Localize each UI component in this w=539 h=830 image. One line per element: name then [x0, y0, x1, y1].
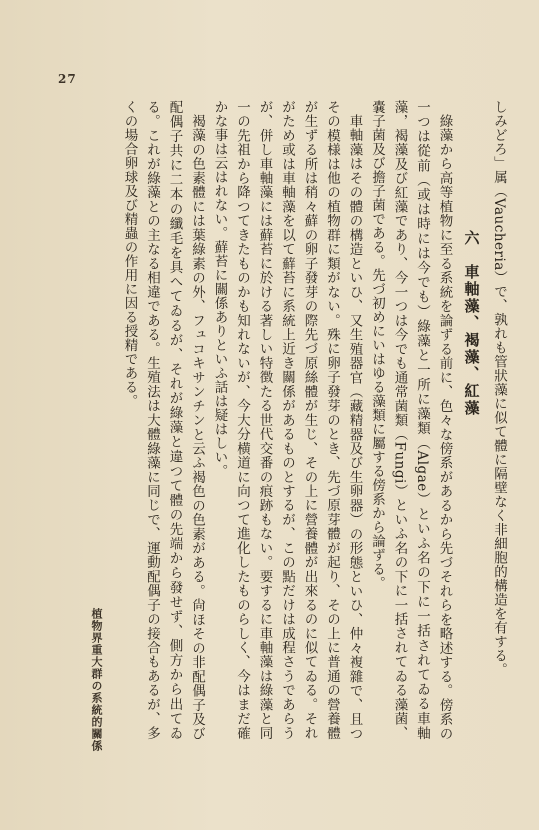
- paragraph-2: 車軸藻はその體の構造といひ、又生殖器官（藏精器及び生卵器）の形態といひ、仲々複雜で、且つその模様は他の植物群に類がない。殊に卵子發芽のとき、先づ原芽體が起り、その上に普通の營養體が生ずる所は稍々蘚の卵子發芽の際先づ原絲體が生じ、その上に營養體が出來るのに似てゐる。それがため或は車軸藻を以て蘚苔に系統上近き關係があるものとするが、この點だけは成程さうであらうが、併し車軸藻には蘚苔に於ける著しい特徴たる世代交番の痕跡もない。要するに車軸藻は綠藻と同一の先祖から降つてきたものかも知れないが、今大分横道に向つて進化したものらしく、今はまだ確かな事は云はれない。蘚苔に關係ありといふ話は疑はしい。: [211, 100, 363, 740]
- page-number: 27: [58, 72, 77, 86]
- paragraph-continuation: しみどろ」属（Vaucheria）で、孰れも管狀藻に似て體に隔壁なく非細胞的構造を有する。: [491, 100, 507, 677]
- running-footer: 植物界重大群の系統的關係: [90, 608, 103, 752]
- body-text: [50, 100, 510, 740]
- paragraph-3: 褐藻の色素體には葉綠素の外、フュコキサンチンと云ふ褐色の色素がある。尙ほその非配偶子及び配偶子共に二本の纖毛を具へてゐるが、それが綠藻と違つて體の先端から發せず、側方から出てゐる。これが綠藻との主なる相違である。生殖法は大體綠藻に同じで、運動配偶子の接合もあるが、多くの場合卵球及び精蟲の作用に因る授精である。: [121, 100, 205, 740]
- paragraph-1: 綠藻から高等植物に至る系統を論ずる前に、色々な傍系があるから先づそれらを略述する。傍系の一つは從前（或は時には今でも）綠藻と一所に藻類（Algae）といふ名の下に一括されてゐる車軸藻，褐藻及び紅藻であり、今一つは今でも通常菌類（Fungi）といふ名の下に一括されてゐる藻菌、嚢子菌及び擔子菌である。先づ初めにいはゆる藻類に屬する傍系から論ずる。: [369, 100, 453, 740]
- section-heading: 六 車軸藻、褐藻、紅藻: [462, 230, 481, 417]
